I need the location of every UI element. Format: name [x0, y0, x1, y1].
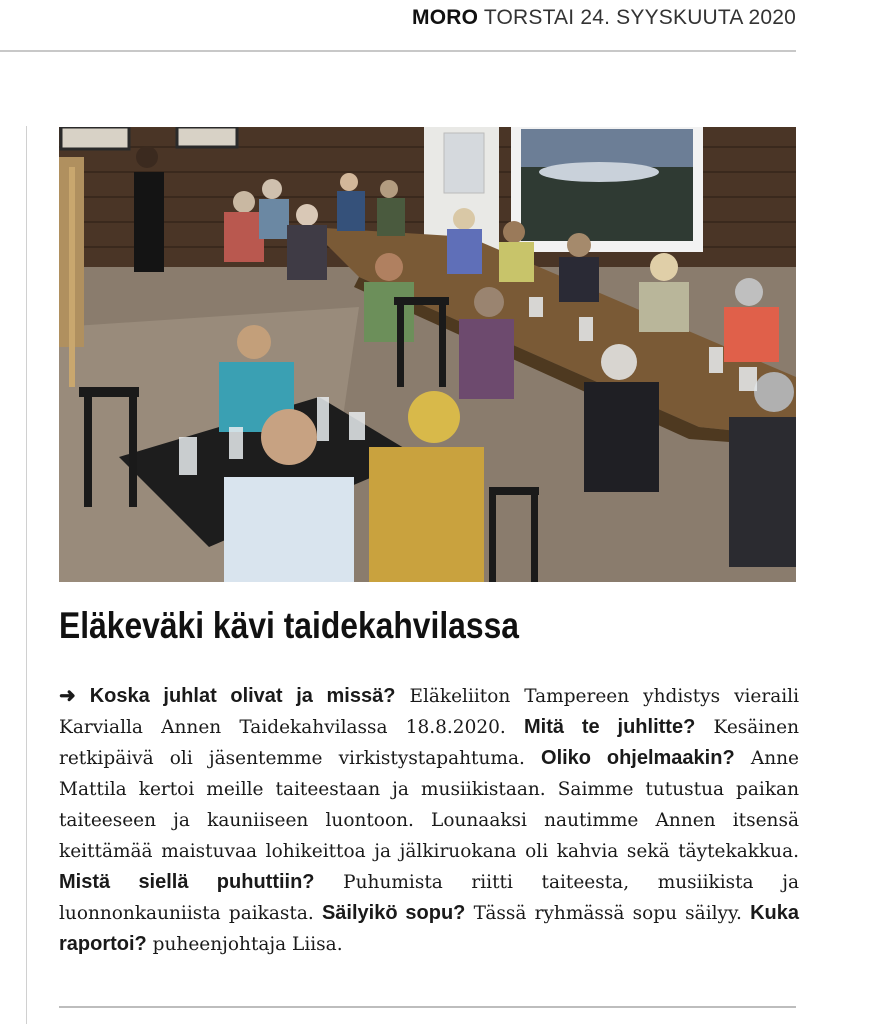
article-body — [59, 681, 799, 960]
question-2: Mitä te juhlitte? — [523, 716, 696, 738]
question-3: Oliko ohjelmaakin? — [541, 747, 735, 769]
column-divider — [26, 126, 27, 1024]
answer-2: Kesäinen retkipäivä oli jäsentemme virkistystapahtuma. — [59, 717, 799, 769]
header-divider — [0, 50, 796, 52]
answer-4: Puhumista riitti taiteesta, musiikista ja luonnonkauniista paikasta. — [59, 872, 799, 924]
answer-3: Anne Mattila kertoi meille taiteestaan ja musiikistaan. Saimme tutustua paikan taiteeseen ja kauniiseen luontoon. Lounaaksi nautimme Annen itsensä keittämää maistuvaa lohikeittoa ja jälkiruokana oli kahvia sekä täytekakkua. — [59, 748, 799, 862]
issue-date: TORSTAI 24. SYYSKUUTA 2020 — [483, 6, 796, 29]
article-photo — [59, 127, 796, 582]
answer-6: puheenjohtaja Liisa. — [152, 934, 343, 955]
question-5: Säilyikö sopu? — [321, 902, 466, 924]
publication-name: MORO — [412, 6, 479, 29]
article-headline: Eläkeväki kävi taidekahvilassa — [59, 605, 519, 646]
answer-5: Tässä ryhmässä sopu säilyy. — [473, 903, 742, 924]
question-4: Mistä siellä puhuttiin? — [59, 871, 315, 893]
question-1: Koska juhlat olivat ja missä? — [89, 685, 396, 707]
footer-divider — [59, 1006, 796, 1008]
arrow-icon: ➜ — [59, 685, 76, 707]
answer-1: Eläkeliiton Tampereen yhdistys vieraili Karvialla Annen Taidekahvilassa 18.8.2020. — [59, 686, 800, 738]
question-6: Kuka raportoi? — [59, 902, 799, 955]
page-header — [412, 6, 796, 30]
